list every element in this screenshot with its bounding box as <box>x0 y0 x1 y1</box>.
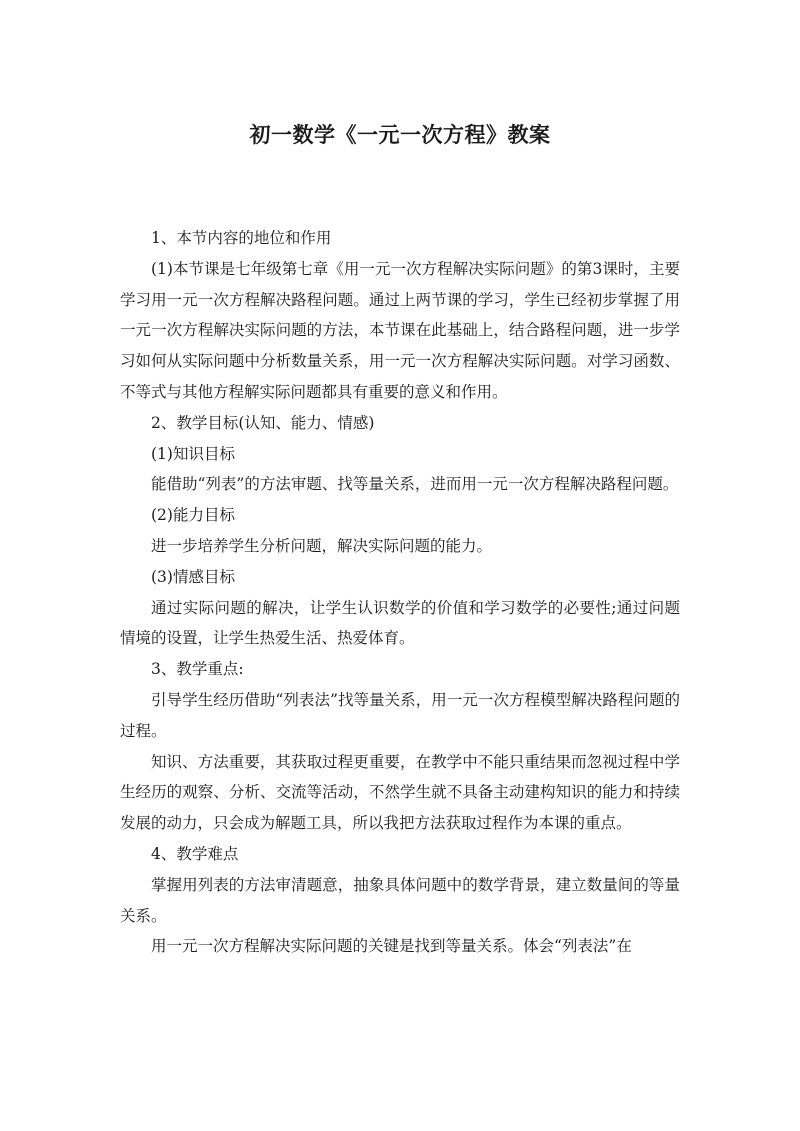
paragraph-key-point-reason: 知识、方法重要，其获取过程更重要，在教学中不能只重结果而忽视过程中学生经历的观察、分析、交流等活动，不然学生就不具备主动建构知识的能力和持续发展的动力，只会成为解题工具，所以我把方法获取过程作为本课的重点。 <box>120 752 680 833</box>
paragraph-knowledge-goal: 能借助“列表”的方法审题、找等量关系，进而用一元一次方程解决路程问题。 <box>151 475 679 494</box>
paragraph-lesson-position: (1)本节课是七年级第七章《用一元一次方程解决实际问题》的第3课时，主要学习用一元一次方程解决路程问题。通过上两节课的学习，学生已经初步掌握了用一元一次方程解决实际问题的方法，本节课在此基础上，结合路程问题，进一步学习如何从实际问题中分析数量关系，用一元一次方程解决实际问题。对学习函数、不等式与其他方程解实际问题都具有重要的意义和作用。 <box>120 259 680 401</box>
paragraph-section-3-heading: 3、教学重点: <box>151 660 244 679</box>
paragraph-knowledge-goal-heading: (1)知识目标 <box>151 444 235 463</box>
paragraph-ability-goal: 进一步培养学生分析问题，解决实际问题的能力。 <box>151 536 493 555</box>
paragraph-difficulty-detail: 用一元一次方程解决实际问题的关键是找到等量关系。体会“列表法”在 <box>151 937 632 956</box>
paragraph-section-2-heading: 2、教学目标(认知、能力、情感) <box>151 413 375 432</box>
paragraph-difficulty: 掌握用列表的方法审清题意，抽象具体问题中的数学背景，建立数量间的等量关系。 <box>120 875 680 925</box>
paragraph-ability-goal-heading: (2)能力目标 <box>151 506 235 525</box>
document-title: 初一数学《一元一次方程》教案 <box>249 123 551 147</box>
paragraph-key-point: 引导学生经历借助“列表法”找等量关系，用一元一次方程模型解决路程问题的过程。 <box>120 690 680 740</box>
paragraph-emotion-goal: 通过实际问题的解决，让学生认识数学的价值和学习数学的必要性;通过问题情境的设置，让学生热爱生活、热爱体育。 <box>120 598 680 648</box>
document-body <box>120 223 680 962</box>
paragraph-section-1-heading: 1、本节内容的地位和作用 <box>151 229 332 247</box>
paragraph-section-4-heading: 4、教学难点 <box>151 844 239 863</box>
paragraph-emotion-goal-heading: (3)情感目标 <box>151 567 235 586</box>
